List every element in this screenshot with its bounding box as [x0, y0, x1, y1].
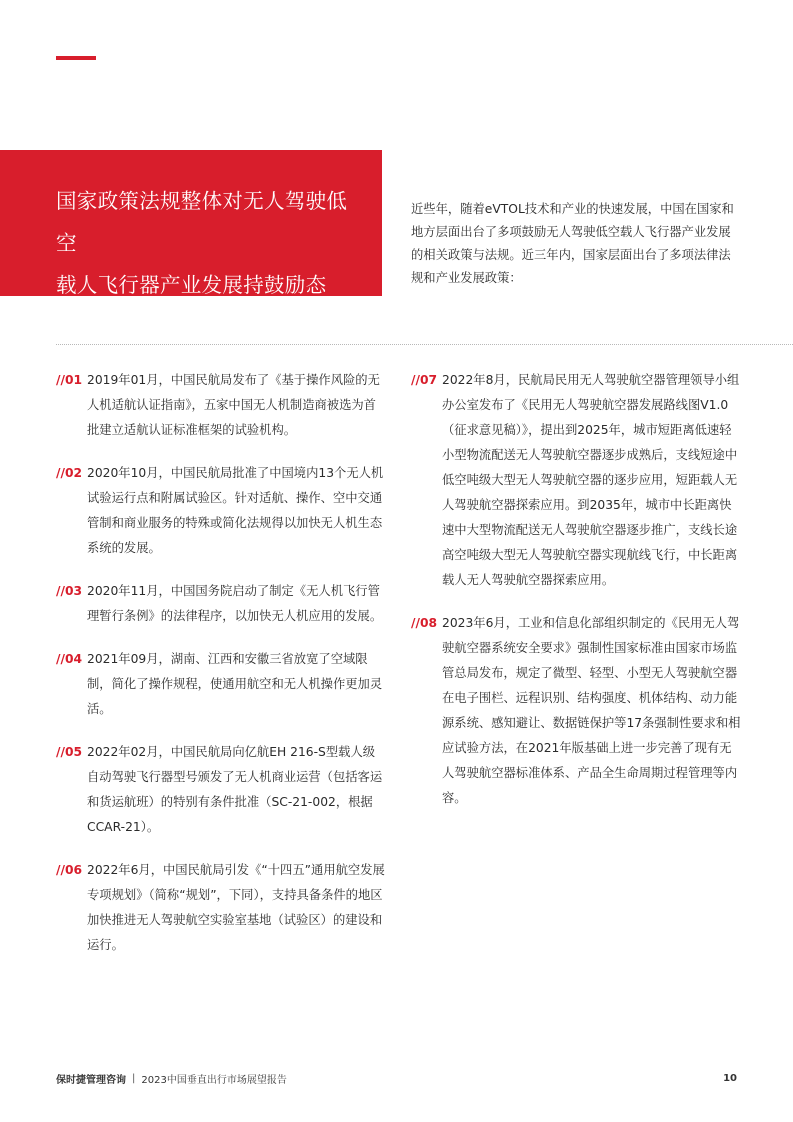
- list-item: [56, 368, 386, 443]
- item-text: 2023年6月，工业和信息化部组织制定的《民用无人驾驶航空器系统安全要求》强制性国家标准由国家市场监管总局发布，规定了微型、轻型、小型无人驾驶航空器在电子围栏、远程识别、结构强度、机体结构、动力能源系统、感知避让、数据链保护等17条强制性要求和相应试验方法，在2021年版基础上进一步完善了现有无人驾驶航空器标准体系、产品全生命周期过程管理等内容。: [442, 616, 741, 805]
- item-text: 2022年02月，中国民航局向亿航EH 216-S型载人级自动驾驶飞行器型号颁发了无人机商业运营（包括客运和货运航班）的特别有条件批准（SC-21-002，根据CCAR-21）。: [87, 745, 383, 834]
- list-item: [56, 579, 386, 629]
- section-divider: [56, 344, 793, 345]
- item-number: //04: [56, 652, 83, 666]
- list-item: [56, 740, 386, 840]
- item-number: //01: [56, 373, 83, 387]
- footer-separator: |: [132, 1073, 136, 1084]
- list-item: [411, 368, 743, 593]
- item-text: 2020年10月，中国民航局批准了中国境内13个无人机试验运行点和附属试验区。针对适航、操作、空中交通管制和商业服务的特殊或简化法规得以加快无人机生态系统的发展。: [87, 466, 384, 555]
- hero-banner: [0, 150, 382, 339]
- accent-bar: [56, 56, 96, 60]
- hero-title-line2: 载人飞行器产业发展持鼓励态度。: [56, 273, 327, 339]
- item-text: 2022年6月，中国民航局引发《“十四五”通用航空发展专项规划》（简称“规划”，下同），支持具备条件的地区加快推进无人驾驶航空实验室基地（试验区）的建设和运行。: [87, 863, 385, 952]
- item-number: //05: [56, 745, 83, 759]
- item-text: 2022年8月，民航局民用无人驾驶航空器管理领导小组办公室发布了《民用无人驾驶航空器发展路线图V1.0（征求意见稿）》，提出到2025年，城市短距离低速轻小型物流配送无人驾驶航空器逐步成熟后，支线短途中低空吨级大型无人驾驶航空器的逐步应用，短距载人无人驾驶航空器探索应用。到2035年，城市中长距离快速中大型物流配送无人驾驶航空器逐步推广，支线长途高空吨级大型无人驾驶航空器实现航线飞行，中长距离载人无人驾驶航空器探索应用。: [442, 373, 740, 587]
- item-number: //03: [56, 584, 83, 598]
- page-footer: [56, 1071, 737, 1086]
- footer-report-title: 2023中国垂直出行市场展望报告: [141, 1075, 287, 1086]
- item-text: 2021年09月，湖南、江西和安徽三省放宽了空域限制，简化了操作规程，使通用航空和无人机操作更加灵活。: [87, 652, 383, 716]
- item-number: //02: [56, 466, 83, 480]
- intro-paragraph: 近些年，随着eVTOL技术和产业的快速发展，中国在国家和地方层面出台了多项鼓励无人驾驶低空载人飞行器产业发展的相关政策与法规。近三年内，国家层面出台了多项法律法规和产业发展政策：: [411, 202, 734, 285]
- list-item: [56, 647, 386, 722]
- left-column: [56, 368, 386, 976]
- item-number: //07: [411, 373, 438, 387]
- footer-brand: 保时捷管理咨询: [56, 1075, 126, 1086]
- item-number: //06: [56, 863, 83, 877]
- list-item: [56, 858, 386, 958]
- hero-title-line1: 国家政策法规整体对无人驾驶低空: [56, 189, 348, 255]
- item-number: //08: [411, 616, 438, 630]
- list-item: [56, 461, 386, 561]
- right-column: [411, 368, 743, 829]
- page-number: 10: [723, 1073, 737, 1084]
- item-text: 2019年01月，中国民航局发布了《基于操作风险的无人机适航认证指南》，五家中国无人机制造商被选为首批建立适航认证标准框架的试验机构。: [87, 373, 380, 437]
- list-item: [411, 611, 743, 811]
- item-text: 2020年11月，中国国务院启动了制定《无人机飞行管理暂行条例》的法律程序，以加快无人机应用的发展。: [87, 584, 383, 623]
